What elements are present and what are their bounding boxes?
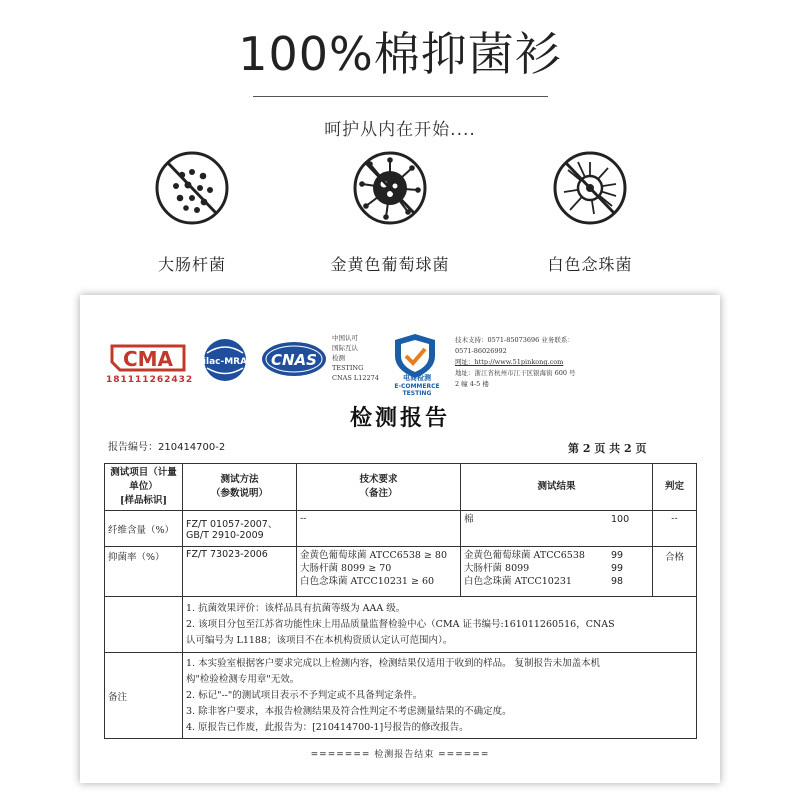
table-row: 抑菌率（%） FZ/T 73023-2006 金黄色葡萄球菌 ATCC6538 ≥ 80 大肠杆菌 8099 ≥ 70 白色念珠菌 ATCC10231 ≥ 60 金黄色葡萄球菌 ATCC6538 99 大肠杆菌 8099 99 白色念珠菌 ATCC10231 98 合格 [105, 547, 697, 597]
header-requirement: 技术要求 （备注） [297, 464, 461, 511]
header-judgement: 判定 [653, 464, 697, 511]
ilac-mra-logo-icon [197, 337, 253, 383]
results-table [104, 463, 697, 739]
germ-ecoli [112, 148, 272, 275]
table-header-row [105, 464, 697, 511]
header-method: 测试方法 （参数说明） [183, 464, 297, 511]
page-info: 第 2 页 共 2 页 [568, 442, 647, 455]
ecommerce-testing-label: 电商检测 E-COMMERCE TESTING [394, 374, 440, 397]
germ-staphylococcus [310, 148, 470, 275]
no-staphylococcus-icon [350, 148, 430, 228]
report-title: 检测报告 [349, 405, 450, 431]
germ-label: 白色念珠菌 [547, 255, 633, 274]
germ-icons-row [0, 148, 800, 278]
accreditation-text: 中国认可 国际互认 检测 TESTING CNAS L12274 [332, 334, 379, 382]
germ-label: 大肠杆菌 [157, 255, 226, 274]
evaluation-row: 1. 抗菌效果评价：该样品具有抗菌等级为 AAA 级。 2. 该项目分包至江苏省功能性床上用品质量监督检验中心（CMA 证书编号:161011260516，CNAS 认可编号为 L1188；该项目不在本机构资质认定认可范围内）。 [105, 597, 697, 653]
report-end-marker: ======= 检测报告结束 ====== [310, 750, 490, 760]
header-result: 测试结果 [461, 464, 653, 511]
subtitle: 呵护从内在开始.... [324, 120, 476, 140]
svg-text:CNAS: CNAS [271, 351, 317, 369]
germ-label: 金黄色葡萄球菌 [330, 255, 450, 274]
cma-number: 181111262432 [106, 375, 194, 385]
contact-info: 技术支持：0571-85073696 业务联系： 0571-86026992 网址：http://www.51pinkong.com 地址：浙江省杭州市江干区银海街 600 号 2 幢 4-5 楼 [455, 336, 576, 388]
germ-candida [510, 148, 670, 275]
svg-text:CMA: CMA [122, 347, 174, 371]
svg-text:ilac-MRA: ilac-MRA [202, 357, 248, 367]
table-row: 纤维含量（%） FZ/T 01057-2007、 GB/T 2910-2009 -- 棉 100 -- [105, 511, 697, 547]
header-item: 测试项目（计量 单位） [样品标识] [105, 464, 183, 511]
no-candida-icon [550, 148, 630, 228]
headline: 100%棉抑菌衫 [238, 27, 562, 81]
report-number: 报告编号：210414700-2 [108, 442, 226, 453]
cnas-logo-icon [260, 339, 328, 379]
no-ecoli-icon [152, 148, 232, 228]
test-report [80, 295, 720, 783]
remarks-row: 备注 1. 本实验室根据客户要求完成以上检测内容，检测结果仅适用于收到的样品。 复制报告未加盖本机 构"检验检测专用章"无效。 2. 标记"--"的测试项目表示不予判定或不具备判定条件。 3. 除非客户要求，本报告检测结果及符合性判定不考虑测量结果的不确定度。 4. 原报告已作废，此报告为：[210414700-1]号报告的修改报告。 [105, 653, 697, 739]
divider [253, 96, 548, 97]
